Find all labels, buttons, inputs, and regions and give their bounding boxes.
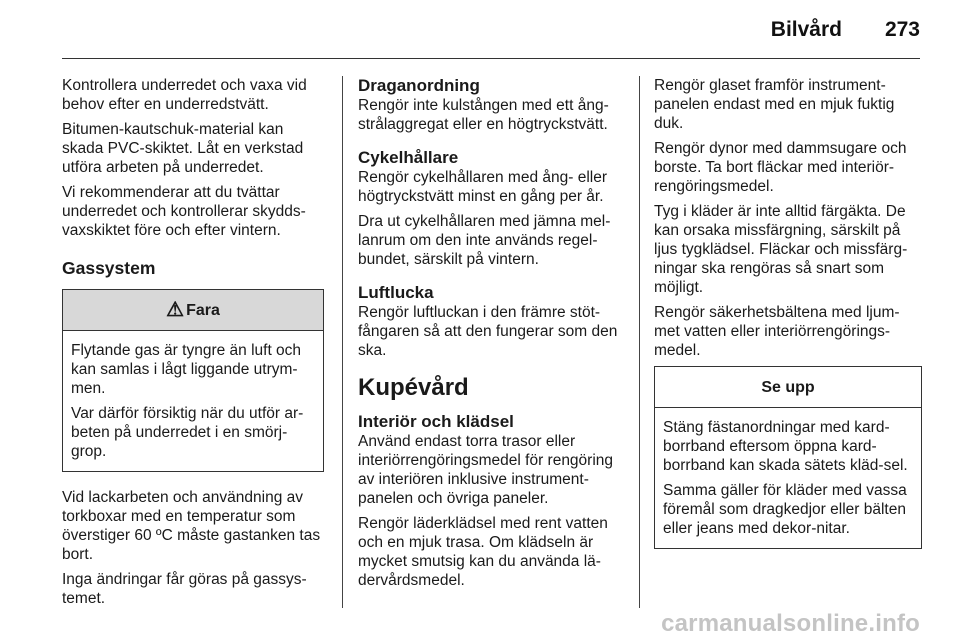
danger-box	[62, 289, 324, 472]
danger-box-header	[63, 290, 323, 331]
caution-box	[654, 366, 922, 549]
gas-system-heading: Gassystem	[62, 258, 156, 278]
header-rule	[62, 58, 920, 59]
section-title: Bilvård	[770, 18, 842, 41]
section-air-flap	[358, 283, 624, 360]
paragraph: Rengör cykelhållaren med ång- eller högtryckstvätt minst en gång per år.	[358, 169, 607, 205]
caution-box-body	[655, 408, 921, 548]
page-header	[0, 0, 960, 64]
paragraph: Rengör inte kulstången med ett ång-strålaggregat eller en högtryckstvätt.	[358, 97, 609, 133]
interior-upholstery-heading: Interiör och klädsel	[358, 412, 514, 431]
paragraph: Samma gäller för kläder med vassa föremål som dragkedjor eller bälten eller jeans med dekor-nitar.	[663, 482, 907, 537]
danger-box-body	[63, 331, 323, 471]
page-number: 273	[884, 18, 920, 41]
paragraph: Rengör dynor med dammsugare och borste. Ta bort fläckar med interiör-rengöringsmedel.	[654, 140, 907, 195]
paragraph: Vi rekommenderar att du tvättar underredet och kontrollerar skydds-vaxskiktet före och efter vintern.	[62, 184, 306, 239]
column-divider	[639, 76, 640, 608]
paragraph: Flytande gas är tyngre än luft och kan samlas i lågt liggande utrym-men.	[71, 342, 302, 397]
paragraph: Kontrollera underredet och vaxa vid behov efter en underredstvätt.	[62, 77, 307, 113]
watermark: carmanualsonline.info	[661, 610, 920, 637]
caution-box-header	[655, 367, 921, 408]
paragraph: Rengör glaset framför instrument-panelen endast med en mjuk fuktig duk.	[654, 77, 895, 132]
paragraph: Bitumen-kautschuk-material kan skada PVC-skiktet. Låt en verkstad utföra arbeten på underredet.	[62, 121, 304, 176]
paragraph: Vid lackarbeten och användning av torkboxar med en temperatur som överstiger 60 ºC måste gastanken tas bort.	[62, 489, 321, 563]
column-1	[62, 76, 324, 614]
danger-title: Fara	[186, 301, 220, 319]
paragraph: Tyg i kläder är inte alltid färgäkta. De kan orsaka missfärgning, särskilt på ljus tygklädsel. Fläckar och missfärg-ningar ska rengöras så snart som möjligt.	[654, 203, 908, 296]
paragraph: Var därför försiktig när du utför ar-beten på underredet i en smörj-grop.	[71, 405, 304, 460]
paragraph: Använd endast torra trasor eller interiörrengöringsmedel för rengöring av interiören inklusive instrument-panelen och övriga paneler.	[358, 433, 614, 507]
column-2	[358, 76, 624, 596]
column-3	[654, 76, 922, 549]
paragraph: Dra ut cykelhållaren med jämna mel-lanrum om den inte används regel-bundet, särskilt på vintern.	[358, 213, 611, 268]
interior-care-heading: Kupévård	[358, 374, 469, 401]
paragraph: Rengör luftluckan i den främre stöt-fångaren så att den fungerar som den ska.	[358, 304, 618, 359]
air-flap-heading: Luftlucka	[358, 283, 434, 302]
section-towbar	[358, 76, 624, 134]
column-divider	[342, 76, 343, 608]
warning-triangle-icon: ⚠	[166, 299, 185, 321]
caution-title: Se upp	[761, 378, 815, 396]
towbar-heading: Draganordning	[358, 76, 480, 95]
paragraph: Rengör säkerhetsbältena med ljum-met vatten eller interiörrengörings-medel.	[654, 304, 900, 359]
paragraph: Stäng fästanordningar med kard-borrband eftersom öppna kard-borrband kan skada sätets kläd-sel.	[663, 419, 908, 474]
section-bike-carrier	[358, 148, 624, 269]
paragraph: Rengör läderklädsel med rent vatten och en mjuk trasa. Om klädseln är mycket smutsig kan du använda lä-dervårdsmedel.	[358, 515, 608, 589]
paragraph: Inga ändringar får göras på gassys-temet.	[62, 571, 307, 607]
bike-carrier-heading: Cykelhållare	[358, 148, 459, 167]
